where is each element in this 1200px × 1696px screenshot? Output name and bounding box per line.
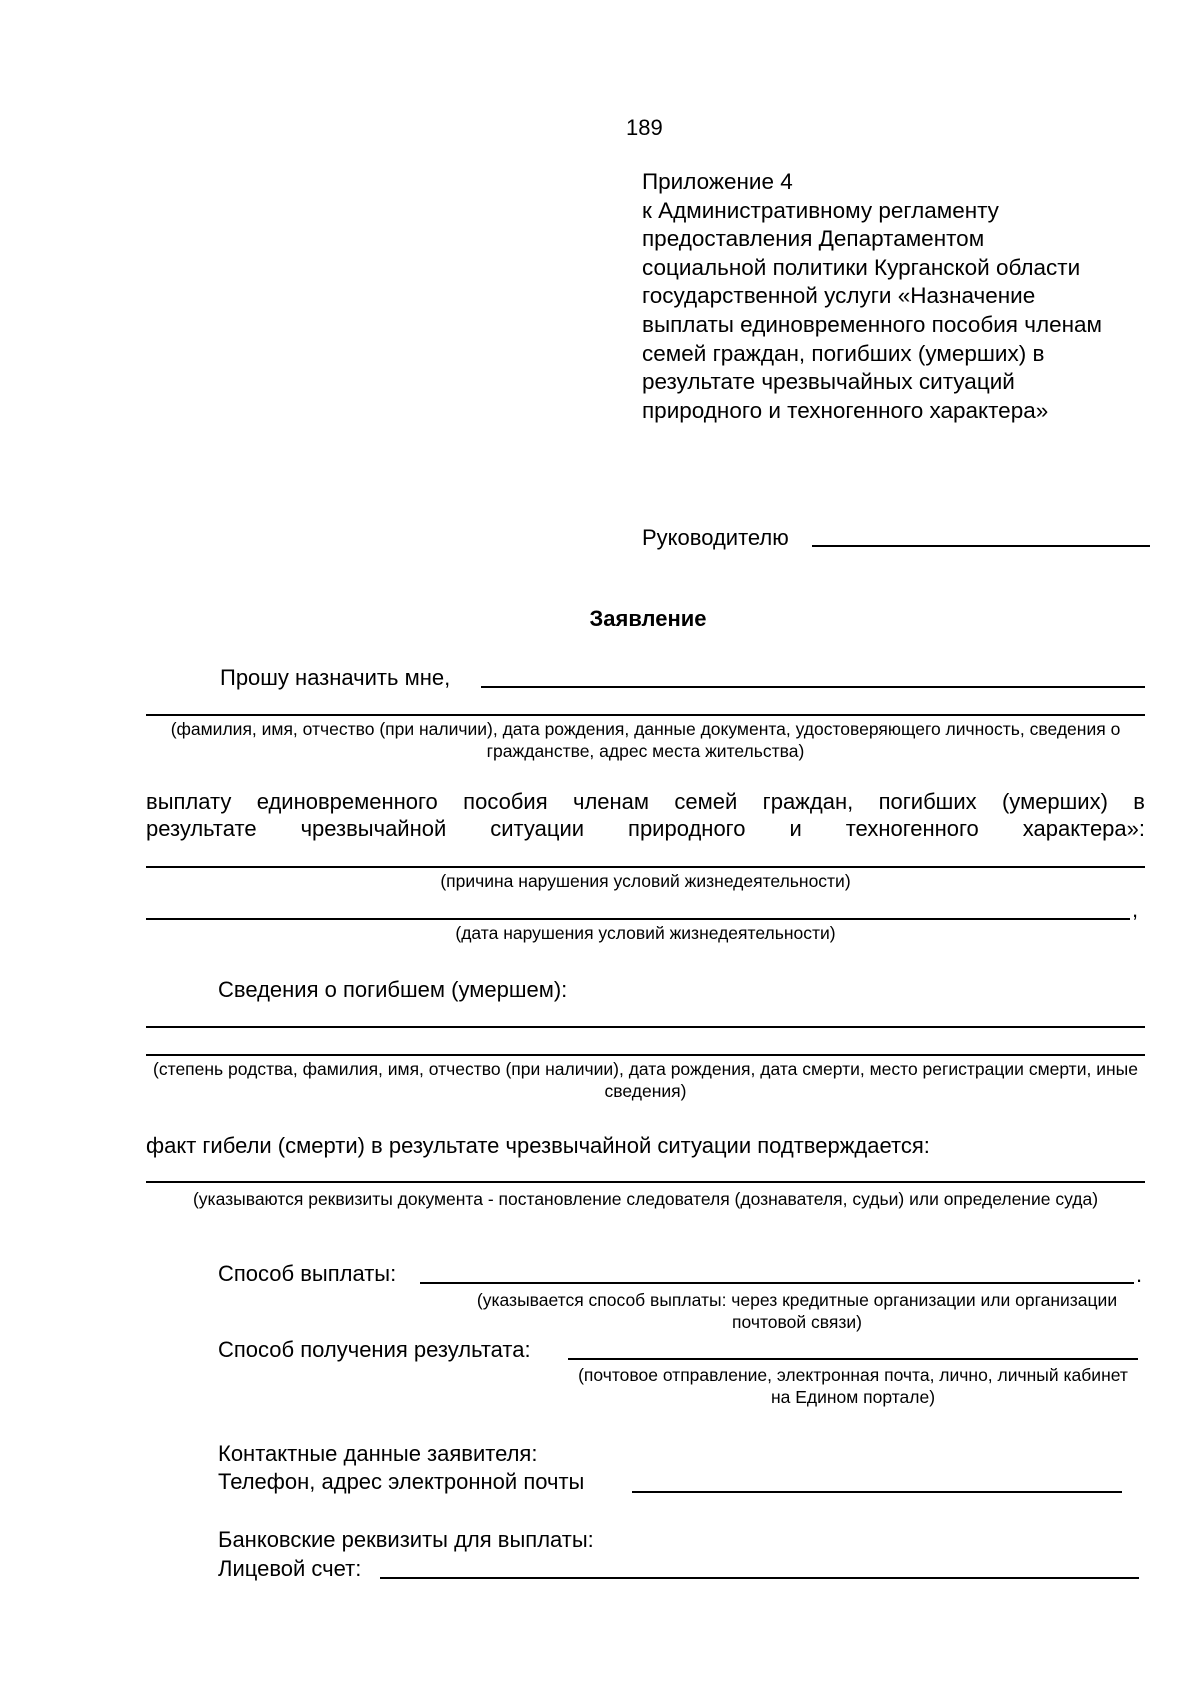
page-number: 189 xyxy=(626,115,663,140)
addressee-label: Руководителю xyxy=(642,525,789,550)
appendix-line: предоставления Департаментом xyxy=(642,226,985,252)
appendix-line: семей граждан, погибших (умерших) в xyxy=(642,340,1045,366)
payment-method-field[interactable] xyxy=(420,1282,1134,1284)
addressee-field[interactable] xyxy=(812,545,1150,547)
deceased-hint: (степень родства, фамилия, имя, отчество (при наличии), дата рождения, дата смерти, место регистрации смерти, иные сведения) xyxy=(153,1059,1138,1101)
appendix-line: государственной услуги «Назначение xyxy=(642,283,1036,309)
applicant-name-field[interactable] xyxy=(481,686,1145,688)
appendix-line: результате чрезвычайных ситуаций xyxy=(642,369,1015,395)
appendix-line: Приложение 4 xyxy=(642,169,793,194)
cause-hint: (причина нарушения условий жизнедеятельности) xyxy=(440,871,851,891)
result-method-hint: (почтовое отправление, электронная почта, лично, личный кабинет на Едином портале) xyxy=(578,1365,1128,1407)
contacts-heading: Контактные данные заявителя: xyxy=(218,1441,538,1466)
fact-hint: (указываются реквизиты документа - постановление следователя (дознавателя, судьи) или определение суда) xyxy=(192,1189,1099,1209)
result-method-label: Способ получения результата: xyxy=(218,1337,531,1362)
result-method-field[interactable] xyxy=(568,1358,1138,1360)
applicant-details-hint: (фамилия, имя, отчество (при наличии), дата рождения, данные документа, удостоверяющего личность, сведения о гражданстве, адрес места жительства) xyxy=(170,719,1121,761)
date-comma: , xyxy=(1132,897,1139,922)
fact-label: факт гибели (смерти) в результате чрезвычайной ситуации подтверждается: xyxy=(146,1133,930,1158)
fact-document-field[interactable] xyxy=(146,1181,1145,1183)
applicant-details-field[interactable] xyxy=(146,714,1145,716)
bank-account-field[interactable] xyxy=(380,1577,1139,1579)
request-lead: Прошу назначить мне, xyxy=(220,665,451,690)
request-body-line-2: результате чрезвычайной ситуации природного и техногенного характера»: xyxy=(146,816,1145,841)
deceased-field-2[interactable] xyxy=(146,1054,1145,1056)
appendix-line: к Административному регламенту xyxy=(642,197,999,223)
bank-account-label: Лицевой счет: xyxy=(218,1556,362,1581)
payment-method-dot: . xyxy=(1136,1262,1143,1287)
payment-method-hint: (указывается способ выплаты: через кредитные организации или организации почтовой связи) xyxy=(476,1290,1118,1332)
appendix-block xyxy=(642,168,1102,425)
document-title: Заявление xyxy=(589,606,707,631)
appendix-line: социальной политики Курганской области xyxy=(642,254,1081,280)
appendix-line: выплаты единовременного пособия членам xyxy=(642,311,1103,337)
cause-field[interactable] xyxy=(146,866,1145,868)
deceased-label: Сведения о погибшем (умершем): xyxy=(218,977,568,1002)
request-body-line-1: выплату единовременного пособия членам семей граждан, погибших (умерших) в xyxy=(146,789,1145,814)
appendix-line: природного и техногенного характера» xyxy=(642,397,1049,423)
contacts-phone-field[interactable] xyxy=(632,1491,1122,1493)
date-hint: (дата нарушения условий жизнедеятельности) xyxy=(455,923,836,943)
bank-heading: Банковские реквизиты для выплаты: xyxy=(218,1527,594,1552)
date-field[interactable] xyxy=(146,918,1130,920)
contacts-phone-label: Телефон, адрес электронной почты xyxy=(218,1469,585,1494)
deceased-field-1[interactable] xyxy=(146,1026,1145,1028)
payment-method-label: Способ выплаты: xyxy=(218,1261,397,1286)
